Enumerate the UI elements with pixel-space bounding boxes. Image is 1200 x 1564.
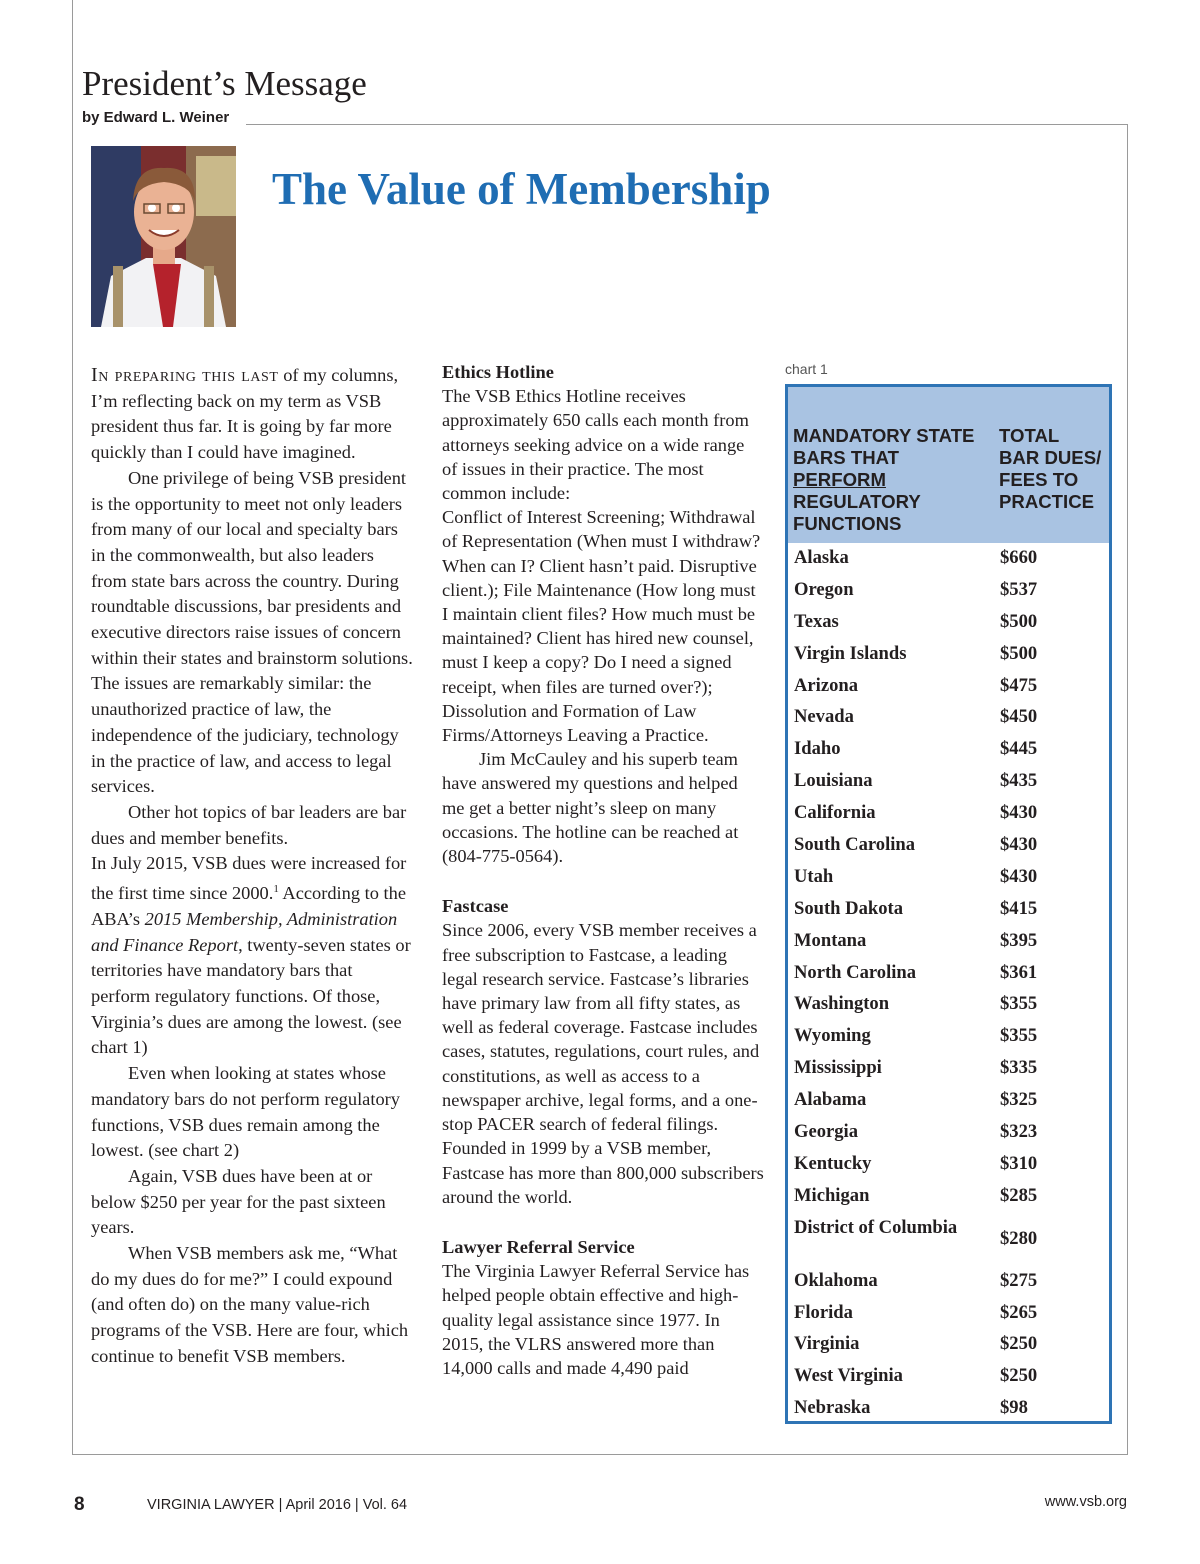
table-row [788,894,1109,926]
state-name: Arizona [794,674,859,696]
table-row [788,766,1109,798]
state-name: Alaska [794,547,849,568]
dues-value: $285 [1000,1184,1038,1206]
paragraph-text: , twenty-seven states or territories have mandatory bars that perform regulatory functions. Of those, Virginia’s dues are among the lowest. (see chart 1) [91,934,411,1058]
header-line: FEES TO [999,469,1079,490]
author-photo [91,146,236,327]
dues-value: $415 [1000,897,1038,919]
state-name: South Carolina [794,834,916,856]
dues-value: $430 [1000,834,1038,856]
dues-value: $445 [1000,738,1038,760]
paragraph-2: One privilege of being VSB president is the opportunity to meet not only leaders from many of our local and specialty bars in the commonwealth, but also leaders from state bars across the country. During roundtable discussions, bar presidents and executive directors raise issues of concern within their states and brainstorm solutions. The issues are remarkably similar: the unauthorized practice of law, the independence of the judiciary, technology in the practice of law, and access to legal services. [91,467,413,797]
table-row [788,926,1109,958]
header-line: REGULATORY [793,491,921,512]
dues-value: $323 [1000,1121,1038,1143]
table-row [788,607,1109,639]
state-name: Texas [794,610,839,632]
publication-info: VIRGINIA LAWYER | April 2016 | Vol. 64 [147,1497,408,1513]
middle-column [442,360,764,1380]
dues-value: $660 [1000,547,1038,568]
chart-1-table [785,384,1112,1424]
dues-value: $430 [1000,865,1038,887]
byline: by Edward L. Weiner [82,109,230,126]
state-name: West Virginia [794,1365,903,1387]
state-name: Mississippi [794,1057,882,1079]
header-line: MANDATORY STATE [793,425,975,446]
paragraph-text: of my columns, I’m reflecting back on my term as VSB president thus far. It is going by far more quickly than I could have imagined. [91,365,399,463]
table-row [788,1021,1109,1053]
dues-value: $500 [1000,642,1038,664]
header-line: PRACTICE [999,491,1095,512]
state-name: Louisiana [794,770,873,792]
table-row [788,1053,1109,1085]
dues-value: $537 [1000,578,1038,600]
ethics-paragraph-3: Jim McCauley and his superb team have answered my questions and helped me get a better night’s sleep on many occasions. The hotline can be reached at (804-775-0564). [442,749,739,867]
state-name: North Carolina [794,961,917,983]
report-title: 2015 Membership, Administration and Finance Report [91,908,398,955]
paragraph-text: In July 2015, VSB dues were increased for the first time since 2000. [91,853,407,904]
page-number: 8 [74,1494,85,1515]
dues-value: $435 [1000,770,1038,792]
state-name: Wyoming [794,1025,871,1047]
paragraph-4 [91,851,413,1061]
table-row [788,671,1109,703]
paragraph-1 [91,363,413,466]
chart-header [788,387,1109,543]
state-name: Nebraska [794,1397,871,1419]
state-name: Oregon [794,578,854,600]
table-row [788,862,1109,894]
chart-rows [788,543,1109,1425]
state-column-header [793,425,993,535]
dues-value: $355 [1000,1025,1038,1047]
footnote-marker: 1 [273,883,279,896]
header-line: FUNCTIONS [793,513,902,534]
paragraph-7: When VSB members ask me, “What do my dues do for me?” I could expound (and often do) on the many value-rich programs of the VSB. Here are four, which continue to benefit VSB members. [91,1243,409,1366]
dues-value: $98 [1000,1397,1028,1419]
left-column [91,363,413,1370]
ethics-paragraph-1: The VSB Ethics Hotline receives approximately 650 calls each month from attorneys seeking advice on a wide range of issues in their practice. The most common include: [442,386,749,504]
table-row [788,1181,1109,1213]
article-headline: The Value of Membership [272,164,771,214]
header-line: TOTAL [999,425,1060,446]
table-row [788,1213,1109,1266]
state-name: South Dakota [794,897,904,919]
dues-value: $430 [1000,802,1038,824]
dues-value: $250 [1000,1333,1038,1355]
state-name: Virgin Islands [794,642,907,664]
state-name: Florida [794,1301,853,1323]
table-row [788,1361,1109,1393]
state-name: Idaho [794,738,841,760]
state-name: Virginia [794,1333,860,1355]
paragraph-text: According to the ABA’s [91,883,407,929]
state-name: Nevada [794,706,854,728]
table-row [788,830,1109,862]
table-row [788,989,1109,1021]
dues-value: $280 [1000,1227,1038,1249]
table-row [788,1329,1109,1361]
state-name: Michigan [794,1184,870,1206]
portrait-illustration [91,146,236,327]
table-row [788,702,1109,734]
table-row [788,1266,1109,1298]
dues-value: $395 [1000,929,1038,951]
byline-rule [246,124,1128,125]
dues-value: $265 [1000,1301,1038,1323]
dues-value: $475 [1000,674,1038,696]
fastcase-heading: Fastcase [442,896,509,917]
ethics-hotline-heading: Ethics Hotline [442,362,554,382]
dues-value: $355 [1000,993,1038,1015]
header-underlined-text: PERFORM [793,469,886,490]
state-name: Alabama [794,1089,867,1111]
lawyer-referral-heading: Lawyer Referral Service [442,1236,635,1257]
site-url: www.vsb.org [1044,1494,1127,1510]
state-name: Georgia [794,1121,859,1143]
paragraph-6: Again, VSB dues have been at or below $250 per year for the past sixteen years. [91,1165,386,1238]
table-row [788,1085,1109,1117]
table-row [788,639,1109,671]
table-row [788,543,1109,575]
dues-column-header [999,425,1104,513]
paragraph-5: Even when looking at states whose mandatory bars do not perform regulatory functions, VSB dues remain among the lowest. (see chart 2) [91,1063,400,1161]
state-name: Oklahoma [794,1269,878,1291]
table-row [788,575,1109,607]
lead-in: In preparing this last [91,364,279,386]
state-name: California [794,802,876,824]
state-name: District of Columbia [794,1216,958,1238]
dues-value: $500 [1000,610,1038,632]
header-line: BAR DUES/ [999,447,1102,468]
dues-value: $275 [1000,1269,1038,1291]
table-row [788,798,1109,830]
section-title: President’s Message [82,64,367,103]
table-row [788,734,1109,766]
paragraph-3: Other hot topics of bar leaders are bar dues and member benefits. [91,801,407,848]
table-row [788,958,1109,990]
dues-value: $250 [1000,1365,1038,1387]
dues-value: $325 [1000,1089,1038,1111]
state-name: Montana [794,929,867,951]
lawyer-referral-paragraph: The Virginia Lawyer Referral Service has helped people obtain effective and high-quality legal assistance since 1977. In 2015, the VLRS answered more than 14,000 calls and made 4,490 paid [442,1261,750,1378]
table-row [788,1117,1109,1149]
state-name: Washington [794,993,890,1015]
table-row [788,1149,1109,1181]
table-row [788,1298,1109,1330]
table-row [788,1393,1109,1425]
ethics-paragraph-2: Conflict of Interest Screening; Withdrawal of Representation (When must I withdraw? When can I? Client hasn’t paid. Disruptive client.); File Maintenance (How long must I maintain client files? How much must be maintained? Client has hired new counsel, must I keep a copy? Do I need a signed receipt, when files are turned over?); Dissolution and Formation of Law Firms/Attorneys Leaving a Practice. [442,507,761,746]
dues-value: $450 [1000,706,1038,728]
state-name: Kentucky [794,1152,872,1174]
fastcase-paragraph: Since 2006, every VSB member receives a free subscription to Fastcase, a leading legal research service. Fastcase’s libraries have primary law from all fifty states, as well as federal coverage. Fastcase includes cases, statutes, regulations, court rules, and constitutions, as well as access to a newspaper archive, legal forms, and a one-stop PACER search of federal filings. Founded in 1999 by a VSB member, Fastcase has more than 800,000 subscribers around the world. [442,920,764,1207]
dues-value: $361 [1000,961,1038,983]
dues-value: $335 [1000,1057,1038,1079]
state-name: Utah [794,865,834,887]
chart-label: chart 1 [785,361,828,377]
dues-value: $310 [1000,1152,1038,1174]
header-line [793,447,993,491]
header-text: BARS THAT [793,447,900,468]
